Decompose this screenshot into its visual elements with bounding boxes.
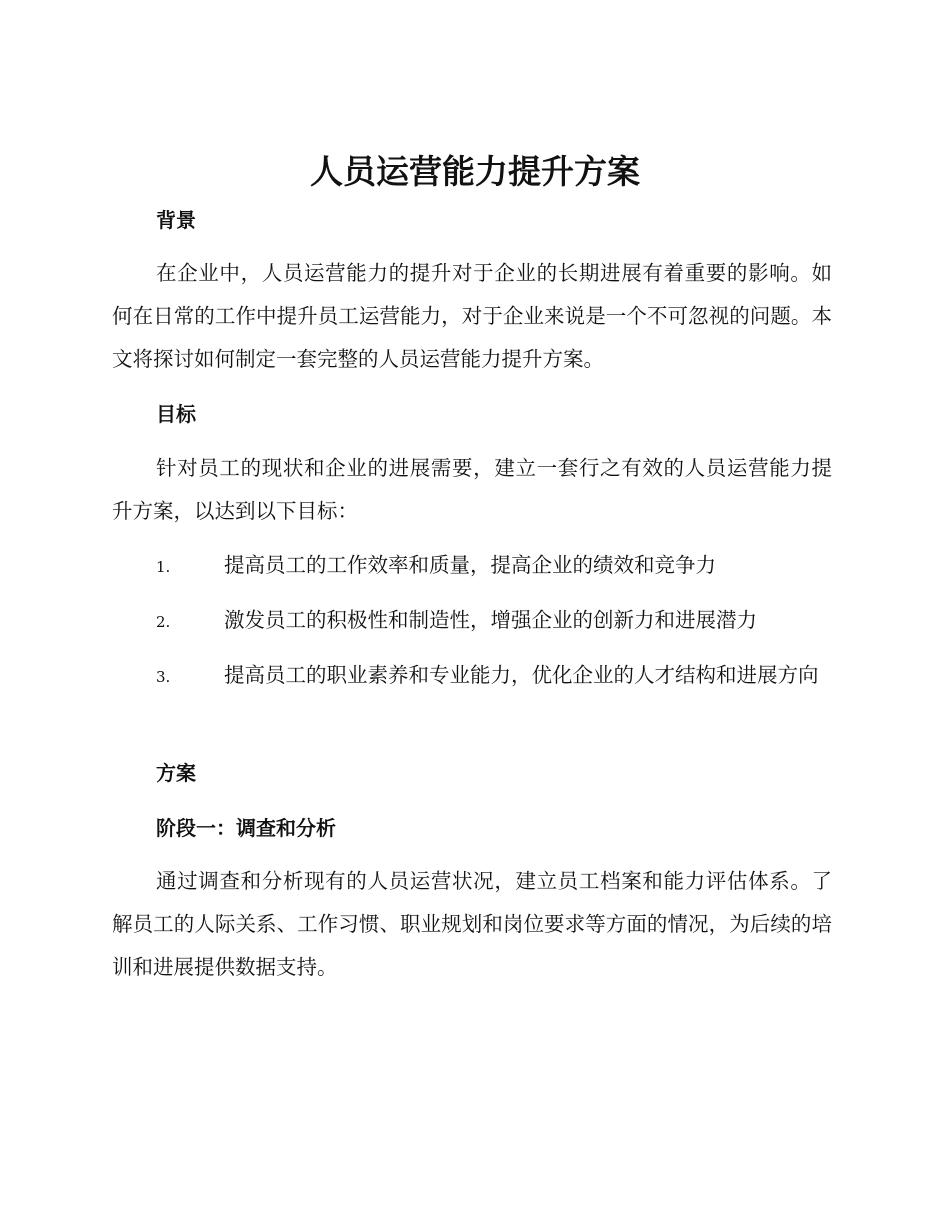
paragraph-background: 在企业中，人员运营能力的提升对于企业的长期进展有着重要的影响。如何在日常的工作中提升员工运营能力，对于企业来说是一个不可忽视的问题。本文将探讨如何制定一套完整的人员运营能力提升方案。 — [112, 261, 832, 371]
heading-goals: 目标 — [156, 402, 196, 426]
paragraph-goals: 针对员工的现状和企业的进展需要，建立一套行之有效的人员运营能力提升方案，以达到以下目标： — [112, 456, 832, 523]
goal-item-text: 提高员工的工作效率和质量，提高企业的绩效和竞争力 — [224, 553, 716, 577]
paragraph-phase-1: 通过调查和分析现有的人员运营状况，建立员工档案和能力评估体系。了解员工的人际关系、工作习惯、职业规划和岗位要求等方面的情况，为后续的培训和进展提供数据支持。 — [112, 869, 832, 979]
goal-item-1 — [112, 544, 832, 589]
goal-item-number: 1. — [156, 558, 171, 576]
goal-item-2 — [112, 599, 832, 644]
goal-item-text: 激发员工的积极性和制造性，增强企业的创新力和进展潜力 — [224, 608, 757, 632]
goal-item-text: 提高员工的职业素养和专业能力，优化企业的人才结构和进展方向 — [224, 663, 819, 687]
heading-plan: 方案 — [156, 761, 196, 785]
heading-background: 背景 — [156, 208, 196, 232]
goal-item-number: 3. — [156, 668, 171, 686]
heading-phase-1: 阶段一：调查和分析 — [156, 816, 336, 840]
goal-item-3 — [112, 654, 832, 699]
document-title: 人员运营能力提升方案 — [310, 152, 640, 191]
goal-item-number: 2. — [156, 613, 171, 631]
